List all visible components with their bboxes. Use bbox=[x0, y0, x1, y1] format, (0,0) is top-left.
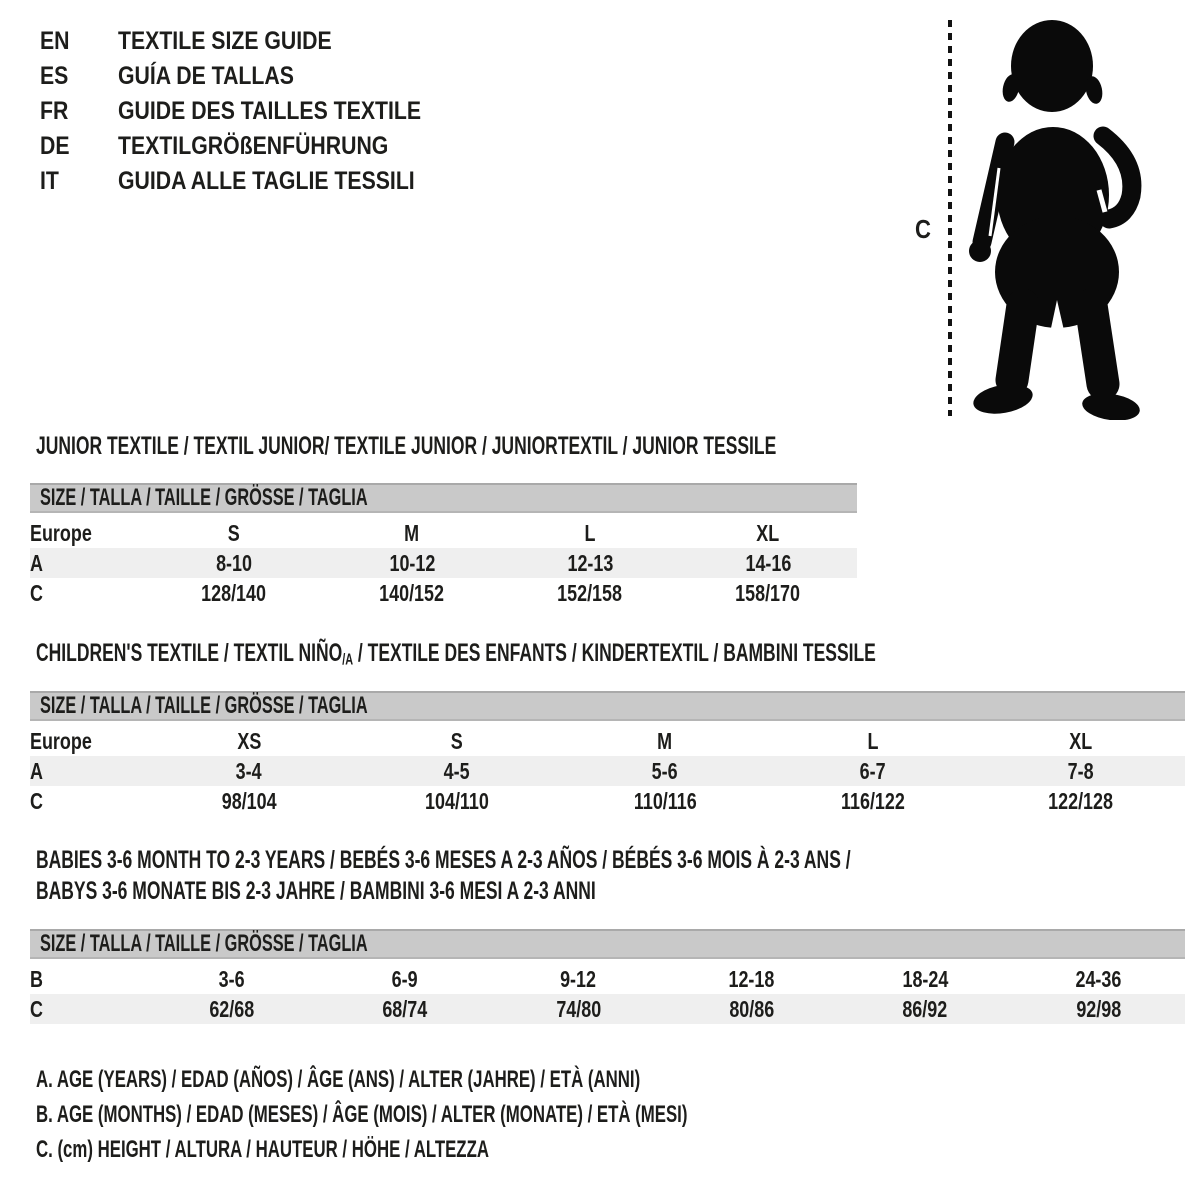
value-cell: 10-12 bbox=[389, 549, 435, 576]
lang-title: TEXTILGRÖßENFÜHRUNG bbox=[118, 132, 389, 160]
lang-code: IT bbox=[40, 167, 59, 195]
footnote-age-months: B. AGE (MONTHS) / EDAD (MESES) / ÂGE (MOIS) / ALTER (MONATE) / ETÀ (MESI) bbox=[36, 1101, 688, 1128]
value-cell: XS bbox=[237, 727, 261, 754]
value-cell: 6-7 bbox=[860, 757, 886, 784]
value-cell: M bbox=[404, 519, 420, 546]
value-cell: S bbox=[451, 727, 463, 754]
value-cell: 98/104 bbox=[221, 787, 277, 814]
height-measure-label: C bbox=[915, 214, 931, 244]
table-row bbox=[30, 548, 857, 578]
baby-silhouette-figure bbox=[938, 8, 1153, 420]
value-cell: 86/92 bbox=[902, 995, 948, 1022]
value-cell: 5-6 bbox=[652, 757, 678, 784]
table-row bbox=[30, 786, 1185, 816]
value-cell: 140/152 bbox=[379, 579, 445, 606]
language-legend bbox=[40, 24, 475, 199]
value-cell: 14-16 bbox=[745, 549, 791, 576]
row-label-cell: Europe bbox=[30, 519, 92, 546]
value-cell: 122/128 bbox=[1048, 787, 1114, 814]
row-label-cell: A bbox=[30, 757, 43, 784]
nino-a-subscript: /A bbox=[342, 651, 354, 669]
legend-row-de bbox=[40, 129, 475, 164]
row-label-cell: B bbox=[30, 965, 43, 992]
value-cell: L bbox=[584, 519, 596, 546]
value-cell: 62/68 bbox=[209, 995, 255, 1022]
value-cell: 6-9 bbox=[392, 965, 418, 992]
baby-silhouette bbox=[969, 20, 1142, 420]
table-row bbox=[30, 964, 1185, 994]
childrens-textile-heading: CHILDREN'S TEXTILE / TEXTIL NIÑO/A / TEXTILE DES ENFANTS / KINDERTEXTIL / BAMBINI TESSILE bbox=[36, 639, 876, 669]
row-label-cell: C bbox=[30, 579, 43, 606]
footnote-height-cm: C. (cm) HEIGHT / ALTURA / HAUTEUR / HÖHE / ALTEZZA bbox=[36, 1136, 489, 1163]
value-cell: 128/140 bbox=[201, 579, 267, 606]
footnote-age-years: A. AGE (YEARS) / EDAD (AÑOS) / ÂGE (ANS) / ALTER (JAHRE) / ETÀ (ANNI) bbox=[36, 1066, 641, 1093]
babies-size-table bbox=[30, 964, 1185, 1024]
value-cell: 152/158 bbox=[557, 579, 623, 606]
legend-row-en bbox=[40, 24, 475, 59]
value-cell: 80/86 bbox=[729, 995, 775, 1022]
table-row bbox=[30, 756, 1185, 786]
size-table bbox=[30, 518, 857, 608]
size-bar: SIZE / TALLA / TAILLE / GRÖSSE / TAGLIA bbox=[30, 483, 857, 513]
value-cell: 12-18 bbox=[728, 965, 775, 992]
value-cell: 7-8 bbox=[1068, 757, 1094, 784]
babies-size-table-section bbox=[30, 929, 1185, 1024]
legend-row-fr bbox=[40, 94, 475, 129]
childrens-size-table bbox=[30, 726, 1185, 816]
size-table bbox=[30, 726, 1185, 816]
value-cell: 68/74 bbox=[382, 995, 428, 1022]
row-label-cell: C bbox=[30, 995, 43, 1022]
value-cell: 92/98 bbox=[1075, 995, 1121, 1022]
row-label-cell: C bbox=[30, 787, 43, 814]
lang-title: GUIDA ALLE TAGLIE TESSILI bbox=[118, 167, 415, 195]
value-cell: 158/170 bbox=[735, 579, 801, 606]
value-cell: 18-24 bbox=[902, 965, 948, 992]
legend-row-es bbox=[40, 59, 475, 94]
lang-code: EN bbox=[40, 27, 70, 55]
value-cell: XL bbox=[1069, 727, 1093, 754]
lang-code: DE bbox=[40, 132, 70, 160]
value-cell: 9-12 bbox=[560, 965, 597, 992]
value-cell: 74/80 bbox=[555, 995, 601, 1022]
value-cell: M bbox=[657, 727, 673, 754]
value-cell: L bbox=[867, 727, 879, 754]
lang-code: FR bbox=[40, 97, 69, 125]
value-cell: XL bbox=[756, 519, 780, 546]
table-row bbox=[30, 518, 857, 548]
lang-title: GUÍA DE TALLAS bbox=[118, 62, 294, 90]
value-cell: 12-13 bbox=[567, 549, 613, 576]
row-label-cell: A bbox=[30, 549, 43, 576]
babies-textile-heading: BABIES 3-6 MONTH TO 2-3 YEARS / BEBÉS 3-6 MESES A 2-3 AÑOS / BÉBÉS 3-6 MOIS À 2-3 ANS / BABYS 3-6 MONATE BIS 2-3 JAHRE / BAMBINI 3-6 MESI A 2-3 ANNI bbox=[36, 846, 851, 905]
size-bar: SIZE / TALLA / TAILLE / GRÖSSE / TAGLIA bbox=[30, 691, 1185, 721]
value-cell: 4-5 bbox=[444, 757, 470, 784]
childrens-size-table-section bbox=[30, 691, 1185, 816]
value-cell: 8-10 bbox=[216, 549, 252, 576]
table-row bbox=[30, 994, 1185, 1024]
lang-title: TEXTILE SIZE GUIDE bbox=[118, 27, 332, 55]
lang-code: ES bbox=[40, 62, 69, 90]
value-cell: 104/110 bbox=[425, 787, 489, 814]
value-cell: 3-4 bbox=[236, 757, 262, 784]
value-cell: 110/116 bbox=[633, 787, 697, 814]
legend-row-it bbox=[40, 164, 475, 199]
size-bar: SIZE / TALLA / TAILLE / GRÖSSE / TAGLIA bbox=[30, 929, 1185, 959]
row-label-cell: Europe bbox=[30, 727, 92, 754]
value-cell: 24-36 bbox=[1075, 965, 1122, 992]
value-cell: S bbox=[228, 519, 240, 546]
junior-size-table-section bbox=[30, 483, 857, 608]
lang-title: GUIDE DES TAILLES TEXTILE bbox=[118, 97, 422, 125]
junior-size-table bbox=[30, 518, 857, 608]
table-row bbox=[30, 578, 857, 608]
size-table bbox=[30, 964, 1185, 1024]
junior-textile-heading: JUNIOR TEXTILE / TEXTIL JUNIOR/ TEXTILE JUNIOR / JUNIORTEXTIL / JUNIOR TESSILE bbox=[36, 432, 777, 460]
table-row bbox=[30, 726, 1185, 756]
value-cell: 3-6 bbox=[218, 965, 245, 992]
footnotes bbox=[36, 1062, 967, 1167]
value-cell: 116/122 bbox=[841, 787, 905, 814]
